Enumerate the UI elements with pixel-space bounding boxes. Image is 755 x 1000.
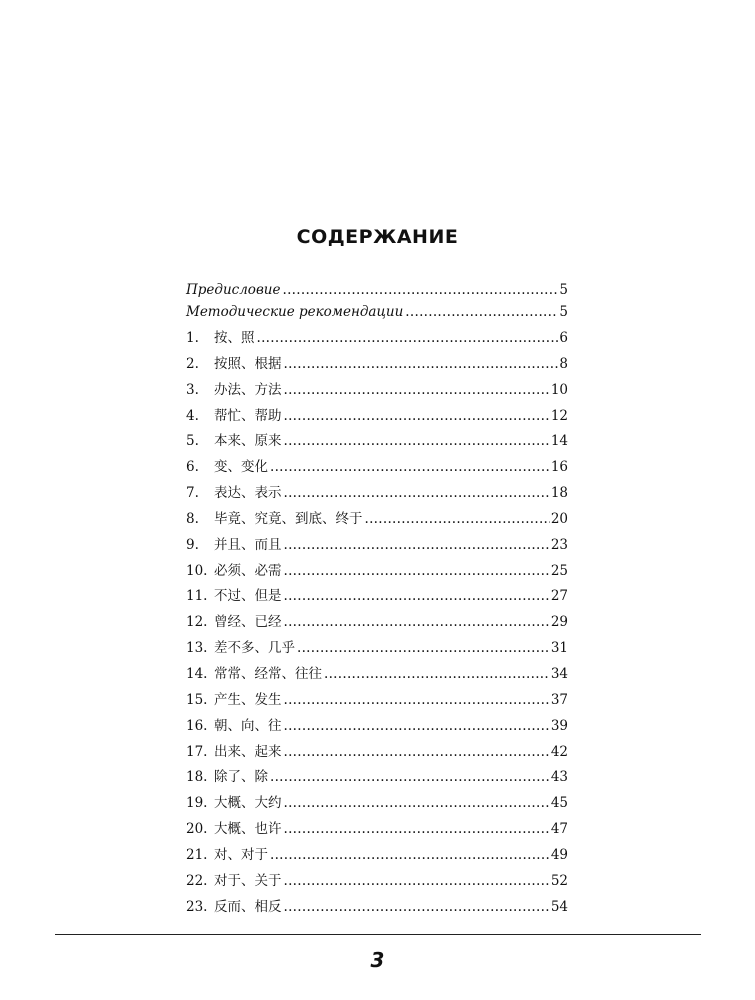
- dot-leader: [284, 795, 550, 811]
- toc-entry-page: 5: [559, 282, 568, 298]
- toc-entry-row[interactable]: [186, 481, 568, 507]
- toc-entry-page: 37: [550, 691, 568, 708]
- dot-leader: [282, 282, 558, 298]
- toc-entry-page: 47: [550, 821, 568, 838]
- toc-entry-label: 对、对于: [214, 846, 268, 863]
- dot-leader: [284, 563, 550, 579]
- toc-entry-page: 16: [550, 459, 568, 476]
- toc-entry-number: 7.: [186, 485, 199, 502]
- toc-entry-label: 大概、大约: [214, 795, 282, 812]
- toc-entry-number: 4.: [186, 407, 199, 424]
- dot-leader: [270, 847, 550, 863]
- toc-entry-list: [186, 326, 568, 920]
- toc-entry-label: 按、照: [214, 330, 255, 346]
- toc-entry-page: 45: [550, 795, 568, 812]
- toc-entry-row[interactable]: [186, 662, 568, 688]
- toc-entry-row[interactable]: [186, 326, 568, 352]
- toc-entry-row[interactable]: [186, 869, 568, 895]
- dot-leader: [284, 744, 550, 760]
- toc-entry-number: 19.: [186, 795, 208, 812]
- dot-leader: [284, 356, 559, 372]
- toc-entry-row[interactable]: [186, 610, 568, 636]
- toc-entry-page: 18: [550, 485, 568, 502]
- dot-leader: [270, 459, 550, 475]
- toc-entry-number: 14.: [186, 665, 208, 682]
- dot-leader: [284, 718, 550, 734]
- toc-entry-row[interactable]: [186, 404, 568, 430]
- toc-entry-page: 25: [550, 562, 568, 579]
- dot-leader: [405, 304, 558, 320]
- toc-entry-row[interactable]: [186, 352, 568, 378]
- toc-entry-number: 3.: [186, 381, 199, 398]
- toc-entry-page: 10: [550, 381, 568, 398]
- toc-heading: СОДЕРЖАНИЕ: [296, 226, 459, 248]
- page-number: 3: [370, 948, 385, 972]
- toc-entry-label: 办法、方法: [214, 381, 282, 398]
- toc-entry-number: 5.: [186, 433, 199, 450]
- dot-leader: [284, 433, 550, 449]
- toc-entry-number: 20.: [186, 821, 208, 838]
- table-of-contents: [186, 282, 568, 920]
- toc-entry-page: 52: [550, 872, 568, 889]
- toc-entry-label: 不过、但是: [214, 588, 282, 605]
- toc-entry-label: 按照、根据: [214, 355, 282, 372]
- toc-entry-number: 12.: [186, 614, 208, 631]
- dot-leader: [365, 511, 550, 527]
- toc-entry-number: 23.: [186, 898, 208, 915]
- toc-entry-number: 11.: [186, 588, 208, 605]
- toc-entry-row[interactable]: [186, 714, 568, 740]
- toc-entry-row[interactable]: [186, 533, 568, 559]
- toc-entry-number: 22.: [186, 872, 208, 889]
- toc-entry-label: 对于、关于: [214, 872, 282, 889]
- toc-entry-number: 18.: [186, 769, 208, 786]
- toc-entry-page: 8: [559, 355, 568, 372]
- toc-intro-row[interactable]: [186, 282, 568, 304]
- toc-entry-number: 9.: [186, 536, 199, 553]
- toc-entry-row[interactable]: [186, 455, 568, 481]
- toc-entry-row[interactable]: [186, 895, 568, 921]
- footer-divider: [55, 934, 701, 935]
- toc-entry-number: 1.: [186, 330, 199, 346]
- toc-entry-page: 27: [550, 588, 568, 605]
- toc-entry-number: 13.: [186, 640, 208, 657]
- toc-entry-row[interactable]: [186, 584, 568, 610]
- toc-entry-row[interactable]: [186, 817, 568, 843]
- toc-entry-row[interactable]: [186, 636, 568, 662]
- dot-leader: [284, 692, 550, 708]
- dot-leader: [284, 899, 550, 915]
- toc-entry-page: 42: [550, 743, 568, 760]
- toc-entry-row[interactable]: [186, 507, 568, 533]
- toc-entry-page: 6: [559, 330, 568, 346]
- dot-leader: [270, 769, 550, 785]
- toc-entry-row[interactable]: [186, 740, 568, 766]
- toc-entry-label: 朝、向、往: [214, 717, 282, 734]
- dot-leader: [284, 588, 550, 604]
- toc-entry-page: 31: [550, 640, 568, 657]
- toc-entry-page: 49: [550, 846, 568, 863]
- toc-entry-label: Предисловие: [186, 282, 281, 298]
- toc-entry-label: 变、变化: [214, 459, 268, 476]
- toc-entry-number: 16.: [186, 717, 208, 734]
- dot-leader: [284, 873, 550, 889]
- toc-entry-label: 差不多、几乎: [214, 640, 295, 657]
- dot-leader: [284, 485, 550, 501]
- toc-entry-label: 常常、经常、往往: [214, 665, 322, 682]
- toc-entry-label: 出来、起来: [214, 743, 282, 760]
- toc-entry-page: 39: [550, 717, 568, 734]
- dot-leader: [284, 382, 550, 398]
- toc-entry-row[interactable]: [186, 791, 568, 817]
- dot-leader: [284, 408, 550, 424]
- toc-entry-page: 54: [550, 898, 568, 915]
- toc-entry-label: 必须、必需: [214, 562, 282, 579]
- toc-entry-label: 本来、原来: [214, 433, 282, 450]
- dot-leader: [297, 640, 550, 656]
- toc-entry-number: 17.: [186, 743, 208, 760]
- toc-entry-label: Методические рекомендации: [186, 304, 404, 320]
- toc-entry-number: 8.: [186, 510, 199, 527]
- dot-leader: [284, 821, 550, 837]
- toc-entry-page: 23: [550, 536, 568, 553]
- toc-entry-number: 6.: [186, 459, 199, 476]
- toc-entry-label: 大概、也许: [214, 821, 282, 838]
- toc-entry-row[interactable]: [186, 429, 568, 455]
- toc-entry-row[interactable]: [186, 688, 568, 714]
- toc-entry-label: 表达、表示: [214, 485, 282, 502]
- toc-entry-number: 21.: [186, 846, 208, 863]
- dot-leader: [324, 666, 550, 682]
- toc-entry-number: 15.: [186, 691, 208, 708]
- toc-entry-row[interactable]: [186, 843, 568, 869]
- toc-entry-label: 曾经、已经: [214, 614, 282, 631]
- toc-entry-page: 20: [550, 510, 568, 527]
- toc-intro-row[interactable]: [186, 304, 568, 326]
- dot-leader: [284, 614, 550, 630]
- toc-entry-page: 12: [550, 407, 568, 424]
- toc-entry-label: 并且、而且: [214, 536, 282, 553]
- toc-entry-row[interactable]: [186, 559, 568, 585]
- toc-entry-label: 产生、发生: [214, 691, 282, 708]
- toc-entry-page: 34: [550, 665, 568, 682]
- toc-entry-page: 5: [559, 304, 568, 320]
- dot-leader: [257, 330, 559, 346]
- toc-entry-row[interactable]: [186, 765, 568, 791]
- toc-entry-number: 10.: [186, 562, 208, 579]
- toc-entry-number: 2.: [186, 355, 199, 372]
- toc-entry-label: 除了、除: [214, 769, 268, 786]
- toc-entry-page: 29: [550, 614, 568, 631]
- toc-entry-label: 帮忙、帮助: [214, 407, 282, 424]
- dot-leader: [284, 537, 550, 553]
- toc-entry-row[interactable]: [186, 378, 568, 404]
- toc-entry-page: 14: [550, 433, 568, 450]
- toc-entry-label: 反而、相反: [214, 898, 282, 915]
- toc-entry-page: 43: [550, 769, 568, 786]
- toc-entry-label: 毕竟、究竟、到底、终于: [214, 510, 363, 527]
